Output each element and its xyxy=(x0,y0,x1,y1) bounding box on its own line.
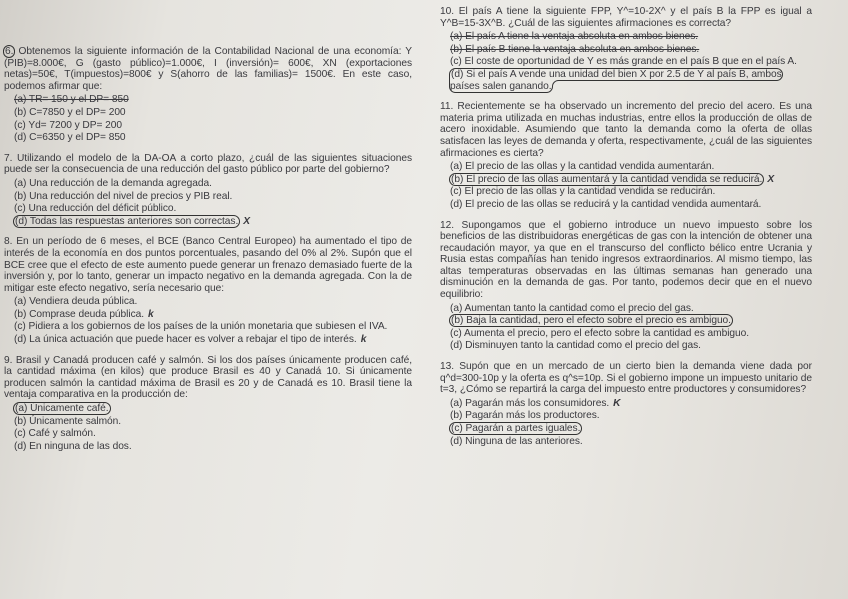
q12-stem: 12. Supongamos que el gobierno introduce un nuevo impuesto sobre los beneficios de las distribuidoras energéticas de gas con la intención de obtener una recaudación mayor, ya que en el transcurso del conflicto bélico entre Ucrania y Rusia estas compañías han tenido ingresos extraordinarios. Al mismo tiempo, las altas temperaturas observadas en las últimas semanas han generado una disminución en la demanda de gas. Por tanto, podemos decir que en el nuevo equilibrio: xyxy=(440,219,812,301)
q12-option-b: (b) Baja la cantidad, pero el efecto sobre el precio es ambiguo. xyxy=(451,315,731,327)
q8-mark-d: k xyxy=(360,334,367,346)
q11-option-b: (b) El precio de las ollas aumentará y la cantidad vendida se reducirá. xyxy=(451,173,763,185)
q13-option-b: (b) Pagarán más los productores. xyxy=(450,410,600,422)
q7-stem: 7. Utilizando el modelo de la DA-OA a corto plazo, ¿cuál de las siguientes situaciones puede ser la consecuencia de una reducción del gasto público por parte del gobierno? xyxy=(4,152,412,176)
q12-option-d: (d) Disminuyen tanto la cantidad como el precio del gas. xyxy=(450,340,701,352)
q13-option-c: (c) Pagarán a partes iguales. xyxy=(451,423,581,434)
q13-mark: K xyxy=(613,397,621,409)
q7-option-d: (d) Todas las respuestas anteriores son correctas. xyxy=(15,215,239,227)
question-7 xyxy=(4,153,412,228)
q8-option-a: (a) Vendiera deuda pública. xyxy=(14,296,138,308)
q12-option-c: (c) Aumenta el precio, pero el efecto sobre la cantidad es ambiguo. xyxy=(450,327,750,339)
q9-option-d: (d) En ninguna de las dos. xyxy=(14,440,132,452)
q7-option-b: (b) Una reducción del nivel de precios y PIB real. xyxy=(14,190,233,202)
q9-option-b: (b) Únicamente salmón. xyxy=(14,415,122,427)
q8-stem: 8. En un período de 6 meses, el BCE (Banco Central Europeo) ha aumentado el tipo de interés de la economía en dos puntos porcentuales, pasando del 0% al 2%. Supón que el BCE cree que el efecto de este aumento puede generar un frenazo demasiado fuerte de la inversión y, por lo tanto, generar un impacto negativo en la demanda agregada. Con la de mitigar este efecto negativo, sería necesario que: xyxy=(4,236,412,294)
question-12 xyxy=(440,220,812,353)
q7-mark: X xyxy=(243,215,250,227)
q9-option-a: (a) Únicamente café. xyxy=(15,403,109,415)
q11-stem: 11. Recientemente se ha observado un incremento del precio del acero. Es una materia prima utilizada en muchas industrias, entre ellos la producción de ollas de acero inoxidable. Asumiendo que tanto la demanda como la oferta de ollas satisfacen las leyes de demanda y oferta, respectivamente, ¿cuál de las siguientes afirmaciones es cierta? xyxy=(440,101,812,159)
q11-option-a: (a) El precio de las ollas y la cantidad vendida aumentarán. xyxy=(450,161,715,173)
q13-option-d: (d) Ninguna de las anteriores. xyxy=(450,435,583,447)
q6-number: 6. xyxy=(5,46,14,57)
q11-mark: X xyxy=(767,173,775,185)
q11-option-d: (d) El precio de las ollas se reducirá y la cantidad vendida aumentará. xyxy=(450,198,762,210)
q10-option-b: (b) El país B tiene la ventaja absoluta en ambos bienes. xyxy=(450,43,700,55)
q11-option-c: (c) El precio de las ollas y la cantidad vendida se reducirán. xyxy=(450,186,716,198)
q7-option-c: (c) Una reducción del déficit público. xyxy=(14,203,177,215)
question-10 xyxy=(440,6,812,92)
q10-stem: 10. El país A tiene la siguiente FPP, Y^=10-2X^ y el país B la FPP es igual a Y^B=15-3X^B. ¿Cuál de las siguientes afirmaciones es correcta? xyxy=(440,6,812,29)
q7-option-a: (a) Una reducción de la demanda agregada. xyxy=(14,177,212,189)
q6-stem: Obtenemos la siguiente información de la Contabilidad Nacional de una economía: Y (PIB)=8.000€, G (gasto público)=1.000€, I (inversión)= 600€, XN (exportaciones netas)=50€, T(impuestos)=800€ y S(ahorro de las familias)= 1500€. En este caso, podemos afirmar que: xyxy=(4,46,413,92)
q6-option-c: (c) Yd= 7200 y DP= 200 xyxy=(14,119,123,131)
q6-option-b: (b) C=7850 y el DP= 200 xyxy=(14,106,126,118)
q8-option-c: (c) Pidiera a los gobiernos de los países de la unión monetaria que subiesen el IVA. xyxy=(14,321,388,333)
q10-option-d: (d) Si el país A vende una unidad del bien X por 2.5 de Y al país B, ambos países salen ganando. xyxy=(450,68,782,92)
q13-option-a: (a) Pagarán más los consumidores. xyxy=(450,397,610,409)
q8-option-d: (d) La única actuación que puede hacer es volver a rebajar el tipo de interés. xyxy=(14,334,357,346)
question-13 xyxy=(440,361,812,447)
question-9 xyxy=(4,355,412,453)
q6-option-a: (a) TR= 150 y el DP= 850 xyxy=(14,94,129,106)
right-column xyxy=(440,6,812,456)
q8-mark-b: k xyxy=(148,308,154,320)
q8-option-b: (b) Comprase deuda pública. xyxy=(14,308,145,320)
question-8 xyxy=(4,236,412,345)
q9-stem: 9. Brasil y Canadá producen café y salmón. Si los dos países únicamente producen café, la cantidad máxima (en kilos) que produce Brasil es 40 y Canadá 10. Si únicamente producen salmón la cantidad máxima de Brasil es 20 y de Canadá es 10. Brasil tiene la ventaja comparativa en la producción de: xyxy=(4,354,412,401)
q12-option-a: (a) Aumentan tanto la cantidad como el precio del gas. xyxy=(450,302,694,314)
q10-option-a: (a) El país A tiene la ventaja absoluta en ambos bienes. xyxy=(450,31,699,43)
question-6 xyxy=(4,46,412,144)
q10-option-c: (c) El coste de oportunidad de Y es más grande en el país B que en el país A. xyxy=(450,56,797,68)
left-column xyxy=(4,46,412,461)
q13-stem: 13. Supón que en un mercado de un cierto bien la demanda viene dada por q^d=300-10p y la oferta es q^s=10p. Si el gobierno impone un impuesto unitario de t=3, ¿Cómo se repartirá la carga del impuesto entre productores y consumidores? xyxy=(440,361,812,396)
question-11 xyxy=(440,101,812,210)
q6-option-d: (d) C=6350 y el DP= 850 xyxy=(14,132,126,144)
q9-option-c: (c) Café y salmón. xyxy=(14,428,96,440)
